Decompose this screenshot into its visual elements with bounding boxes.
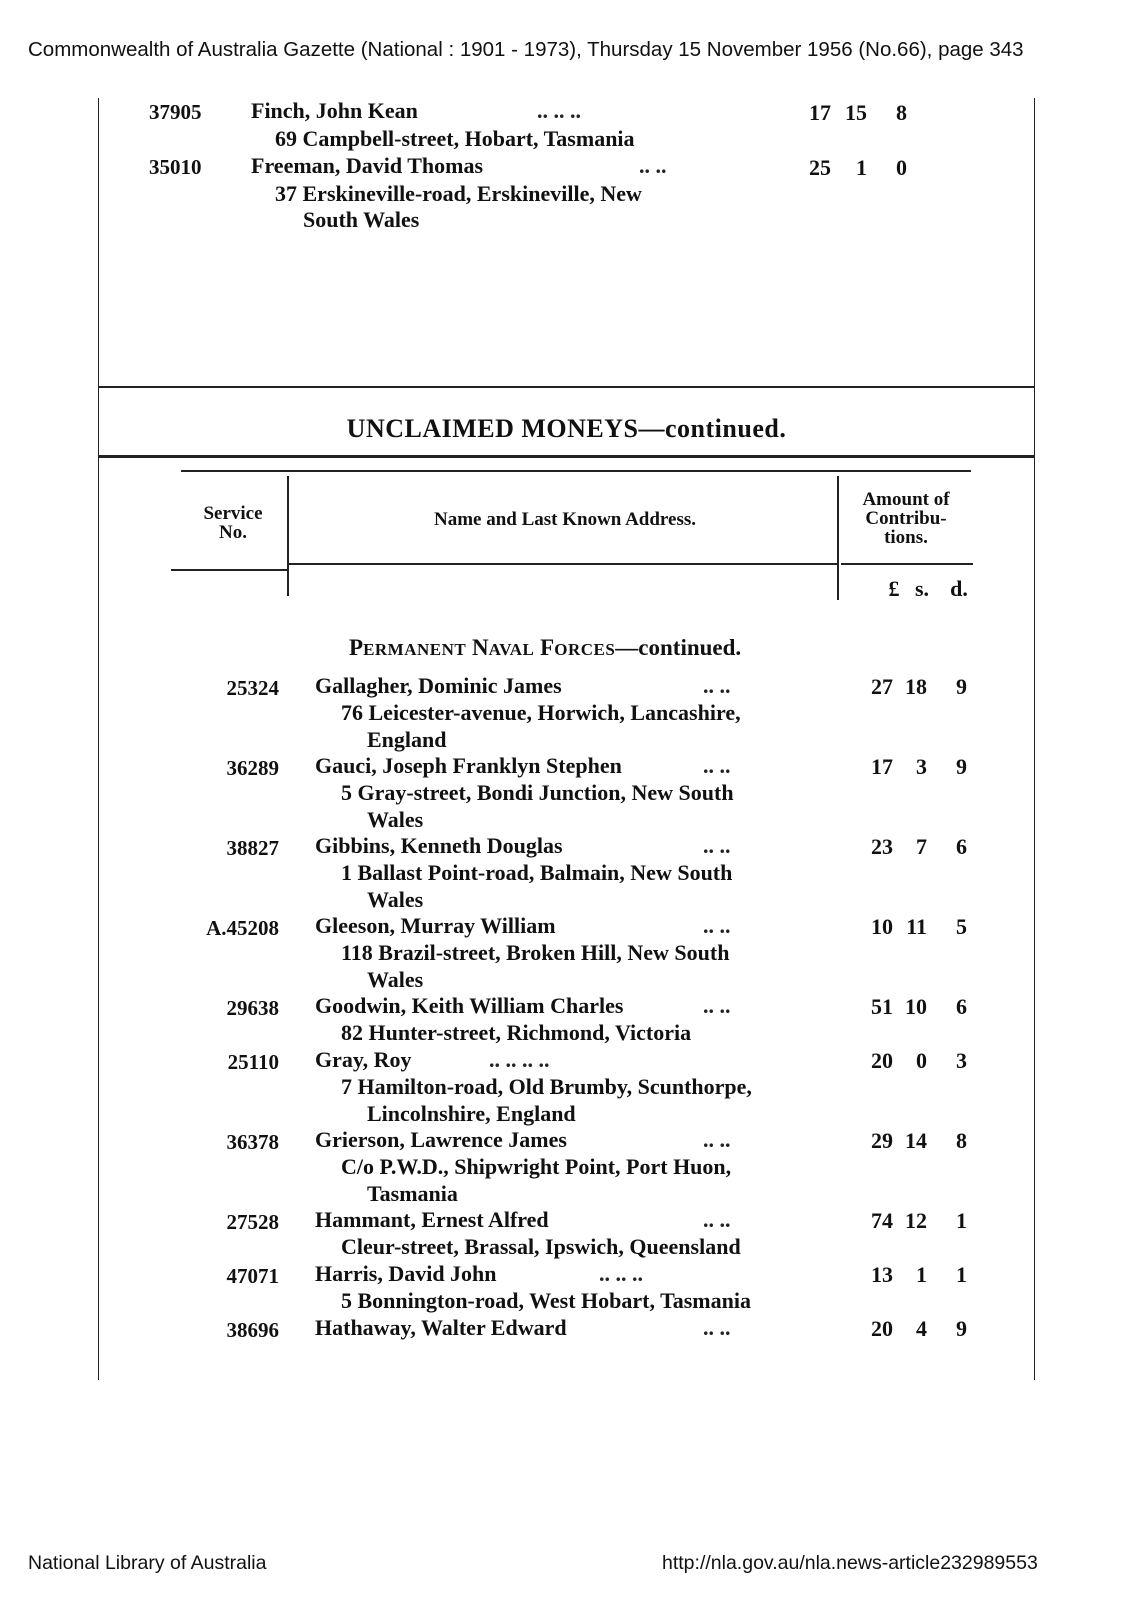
entry-name: Gallagher, Dominic James (315, 673, 562, 698)
footer-article-url[interactable]: http://nla.gov.au/nla.news-article232989553 (662, 1552, 1038, 1574)
service-number: 36378 (226, 1130, 279, 1154)
service-number: 47071 (226, 1264, 279, 1288)
leader-dots: .. .. (703, 833, 731, 858)
amount-pounds: 51 (871, 994, 893, 1019)
amount-pounds: 17 (809, 100, 831, 125)
column-divider (287, 476, 289, 596)
amount-pounds: 20 (871, 1048, 893, 1073)
amount-shillings: 1 (916, 1262, 927, 1287)
amount-pence: 1 (956, 1262, 967, 1287)
amount-pence: 6 (956, 994, 967, 1019)
entry-name: Goodwin, Keith William Charles (315, 993, 624, 1018)
amount-shillings: 10 (905, 994, 927, 1019)
amount-shillings: 11 (906, 914, 927, 939)
entry-name: Harris, David John (315, 1261, 497, 1286)
amount-pounds: 29 (871, 1128, 893, 1153)
amount-pence: 9 (956, 1316, 967, 1341)
leader-dots: .. .. (703, 993, 731, 1018)
entry-address: 5 Gray-street, Bondi Junction, New South (341, 780, 734, 805)
header-bottom-rule (171, 569, 287, 571)
entry-address-cont: Wales (367, 967, 424, 992)
service-number: 25110 (227, 1050, 279, 1074)
entry-address-cont: England (367, 727, 447, 752)
entry-name: Gauci, Joseph Franklyn Stephen (315, 753, 622, 778)
entry-address: 5 Bonnington-road, West Hobart, Tasmania (341, 1288, 751, 1313)
leader-dots: .. .. .. .. (489, 1047, 550, 1072)
leader-dots: .. .. (703, 1315, 731, 1340)
leader-dots: .. .. (703, 1127, 731, 1152)
service-number: 27528 (226, 1210, 279, 1234)
leader-dots: .. .. (703, 913, 731, 938)
amount-pounds: 74 (871, 1208, 893, 1233)
section-heading: PERMANENT NAVAL FORCES—continued. (349, 635, 742, 660)
entry-name: Hathaway, Walter Edward (315, 1315, 567, 1340)
column-header-amount: Amount of Contribu- tions. (862, 489, 950, 548)
service-number: 25324 (226, 676, 279, 700)
entry-address-cont: Wales (367, 807, 424, 832)
amount-pence: 3 (956, 1048, 967, 1073)
entry-address: Cleur-street, Brassal, Ipswich, Queensland (341, 1234, 741, 1259)
leader-dots: .. .. .. (537, 98, 581, 123)
entry-address: 76 Leicester-avenue, Horwich, Lancashire, (341, 700, 741, 725)
amount-pence: 8 (956, 1128, 967, 1153)
entry-name: Gibbins, Kenneth Douglas (315, 833, 563, 858)
header-bottom-rule (841, 563, 973, 565)
entry-address: 82 Hunter-street, Richmond, Victoria (341, 1020, 692, 1045)
leader-dots: .. .. .. (599, 1261, 643, 1286)
unit-pence: d. (950, 576, 968, 601)
entry-address-cont: Tasmania (367, 1181, 458, 1206)
header-bottom-rule (289, 563, 837, 565)
amount-pounds: 10 (871, 914, 893, 939)
entry-address: 7 Hamilton-road, Old Brumby, Scunthorpe, (341, 1074, 752, 1099)
entry-name: Grierson, Lawrence James (315, 1127, 567, 1152)
amount-pence: 9 (956, 674, 967, 699)
service-number: 35010 (149, 155, 202, 179)
column-header-name-address: Name and Last Known Address. (433, 509, 696, 530)
leader-dots: .. .. (703, 753, 731, 778)
amount-pence: 0 (896, 155, 907, 180)
entry-address: C/o P.W.D., Shipwright Point, Port Huon, (341, 1154, 732, 1179)
amount-pounds: 20 (871, 1316, 893, 1341)
entry-name: Finch, John Kean (251, 98, 418, 123)
amount-shillings: 0 (916, 1048, 927, 1073)
footer-library-name: National Library of Australia (28, 1552, 267, 1574)
table-title: UNCLAIMED MONEYS—continued. (346, 414, 787, 443)
service-number: 29638 (226, 996, 279, 1020)
amount-shillings: 15 (845, 100, 867, 125)
leader-dots: .. .. (639, 153, 667, 178)
horizontal-rule (99, 455, 1034, 458)
leader-dots: .. .. (703, 673, 731, 698)
amount-shillings: 14 (905, 1128, 927, 1153)
amount-pounds: 27 (871, 674, 893, 699)
entry-name: Gleeson, Murray William (315, 913, 556, 938)
amount-shillings: 12 (905, 1208, 927, 1233)
unit-shillings: s. (914, 576, 930, 601)
amount-pence: 5 (956, 914, 967, 939)
column-header-service-no: Service No. (203, 503, 263, 543)
entry-address-cont: Wales (367, 887, 424, 912)
unit-pounds: £ (888, 576, 900, 601)
amount-shillings: 7 (916, 834, 927, 859)
page-citation: Commonwealth of Australia Gazette (National : 1901 - 1973), Thursday 15 November 1956 (No.66), page 343 (28, 38, 1024, 61)
amount-shillings: 1 (856, 155, 867, 180)
gazette-scan (98, 98, 1035, 1380)
entry-address: 1 Ballast Point-road, Balmain, New South (341, 860, 733, 885)
entry-address: 118 Brazil-street, Broken Hill, New South (341, 940, 730, 965)
amount-pounds: 17 (871, 754, 893, 779)
service-number: 37905 (149, 100, 202, 124)
entry-address: 69 Campbell-street, Hobart, Tasmania (275, 126, 635, 151)
amount-shillings: 3 (916, 754, 927, 779)
amount-shillings: 4 (916, 1316, 927, 1341)
entry-address: 37 Erskineville-road, Erskineville, New (275, 181, 642, 206)
amount-pounds: 25 (809, 155, 831, 180)
amount-pence: 6 (956, 834, 967, 859)
entry-address-cont: Lincolnshire, England (367, 1101, 576, 1126)
entry-address-cont: South Wales (303, 207, 420, 232)
service-number: 38696 (226, 1318, 279, 1342)
amount-pounds: 13 (871, 1262, 893, 1287)
entry-name: Hammant, Ernest Alfred (315, 1207, 549, 1232)
service-number: 38827 (226, 836, 279, 860)
entry-name: Gray, Roy (315, 1047, 412, 1072)
amount-pence: 1 (956, 1208, 967, 1233)
leader-dots: .. .. (703, 1207, 731, 1232)
service-number: A.45208 (206, 916, 279, 940)
entry-name: Freeman, David Thomas (251, 153, 484, 178)
amount-shillings: 18 (905, 674, 927, 699)
amount-pence: 9 (956, 754, 967, 779)
header-top-rule (181, 470, 971, 472)
service-number: 36289 (226, 756, 279, 780)
amount-pounds: 23 (871, 834, 893, 859)
amount-pence: 8 (896, 100, 907, 125)
horizontal-rule (99, 386, 1034, 388)
